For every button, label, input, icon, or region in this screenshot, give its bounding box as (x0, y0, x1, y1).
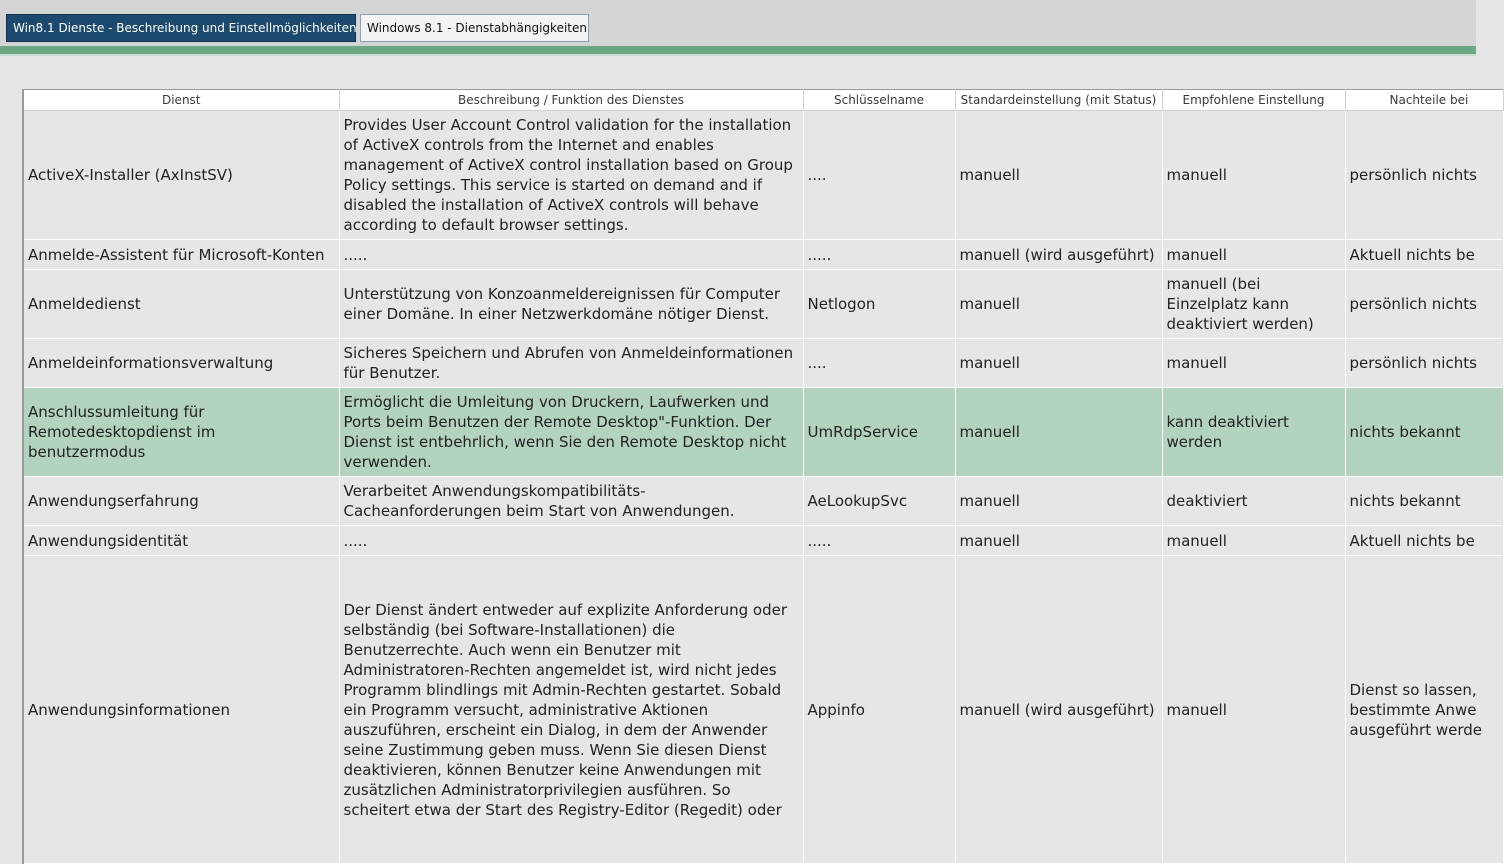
cell-standardeinstellung: manuell (955, 270, 1162, 339)
cell-beschreibung: ..... (339, 240, 803, 270)
cell-schluesselname: AeLookupSvc (803, 477, 955, 526)
cell-standardeinstellung: manuell (955, 111, 1162, 240)
cell-empfohlene-einstellung: manuell (bei Einzelplatz kann deaktiviert werden) (1162, 270, 1345, 339)
table-row[interactable] (23, 339, 1503, 388)
cell-nachteile: Aktuell nichts be (1345, 240, 1503, 270)
tab-bar (0, 0, 1476, 46)
table-row[interactable] (23, 477, 1503, 526)
cell-nachteile: Dienst so lassen, bestimmte Anwe ausgeführt werde (1345, 556, 1503, 864)
table-row[interactable] (23, 111, 1503, 240)
column-header-dienst[interactable]: Dienst (23, 90, 339, 111)
cell-beschreibung: Provides User Account Control validation for the installation of ActiveX controls from the Internet and enables management of ActiveX control installation based on Group Policy settings. This service is started on demand and if disabled the installation of ActiveX controls will behave according to default browser settings. (339, 111, 803, 240)
cell-nachteile: nichts bekannt (1345, 477, 1503, 526)
cell-beschreibung: Ermöglicht die Umleitung von Druckern, Laufwerken und Ports beim Benutzen der Remote Desktop"-Funktion. Der Dienst ist entbehrlich, wenn Sie den Remote Desktop nicht verwenden. (339, 388, 803, 477)
cell-beschreibung: Unterstützung von Konzoanmeldereignissen für Computer einer Domäne. In einer Netzwerkdomäne nötiger Dienst. (339, 270, 803, 339)
cell-schluesselname: Appinfo (803, 556, 955, 864)
cell-beschreibung: Der Dienst ändert entweder auf explizite Anforderung oder selbständig (bei Software-Installationen) die Benutzerrechte. Auch wenn ein Benutzer mit Administratoren-Rechten angemeldet ist, wird nicht jedes Programm blindlings mit Admin-Rechten gestartet. Sobald ein Programm versucht, administrative Aktionen auszuführen, erscheint ein Dialog, in dem der Anwender seine Zustimmung geben muss. Wenn Sie diesen Dienst deaktivieren, können Benutzer keine Anwendungen mit zusätzlichen Administratorprivilegien ausführen. So scheitert etwa der Start des Registry-Editor (Regedit) oder (339, 556, 803, 864)
cell-nachteile: Aktuell nichts be (1345, 526, 1503, 556)
table-row[interactable] (23, 556, 1503, 864)
cell-empfohlene-einstellung: manuell (1162, 526, 1345, 556)
cell-empfohlene-einstellung: manuell (1162, 111, 1345, 240)
cell-beschreibung: ..... (339, 526, 803, 556)
tab-dienste-beschreibung[interactable]: Win8.1 Dienste - Beschreibung und Einstellmöglichkeiten (6, 14, 356, 42)
column-header-nachteile[interactable]: Nachteile bei (1345, 90, 1503, 111)
cell-beschreibung: Sicheres Speichern und Abrufen von Anmeldeinformationen für Benutzer. (339, 339, 803, 388)
services-table (22, 89, 1504, 864)
cell-empfohlene-einstellung: manuell (1162, 556, 1345, 864)
cell-dienst: Anschlussumleitung für Remotedesktopdienst im benutzermodus (23, 388, 339, 477)
column-header-beschreibung[interactable]: Beschreibung / Funktion des Dienstes (339, 90, 803, 111)
cell-standardeinstellung: manuell (955, 526, 1162, 556)
table-row-selected[interactable] (23, 388, 1503, 477)
cell-dienst: Anmelde-Assistent für Microsoft-Konten (23, 240, 339, 270)
cell-nachteile: persönlich nichts (1345, 111, 1503, 240)
cell-empfohlene-einstellung: manuell (1162, 240, 1345, 270)
tab-underline-bar (0, 46, 1476, 54)
cell-dienst: ActiveX-Installer (AxInstSV) (23, 111, 339, 240)
table-row[interactable] (23, 526, 1503, 556)
cell-schluesselname: .... (803, 339, 955, 388)
cell-standardeinstellung: manuell (955, 339, 1162, 388)
cell-dienst: Anwendungsidentität (23, 526, 339, 556)
content-area[interactable] (0, 56, 1483, 819)
table-header-row (23, 90, 1503, 111)
cell-schluesselname: UmRdpService (803, 388, 955, 477)
cell-schluesselname: Netlogon (803, 270, 955, 339)
cell-empfohlene-einstellung: deaktiviert (1162, 477, 1345, 526)
cell-dienst: Anwendungsinformationen (23, 556, 339, 864)
cell-nachteile: persönlich nichts (1345, 270, 1503, 339)
cell-standardeinstellung: manuell (955, 388, 1162, 477)
table-row[interactable] (23, 270, 1503, 339)
cell-dienst: Anmeldeinformationsverwaltung (23, 339, 339, 388)
cell-dienst: Anwendungserfahrung (23, 477, 339, 526)
cell-nachteile: nichts bekannt (1345, 388, 1503, 477)
column-header-empfohlene-einstellung[interactable]: Empfohlene Einstellung (1162, 90, 1345, 111)
cell-standardeinstellung: manuell (wird ausgeführt) (955, 556, 1162, 864)
column-header-standardeinstellung[interactable]: Standardeinstellung (mit Status) (955, 90, 1162, 111)
table-row[interactable] (23, 240, 1503, 270)
cell-beschreibung: Verarbeitet Anwendungskompatibilitäts-Cacheanforderungen beim Start von Anwendungen. (339, 477, 803, 526)
tab-dienstabhaengigkeiten[interactable]: Windows 8.1 - Dienstabhängigkeiten (360, 14, 589, 42)
cell-empfohlene-einstellung: manuell (1162, 339, 1345, 388)
cell-schluesselname: ..... (803, 526, 955, 556)
cell-schluesselname: ..... (803, 240, 955, 270)
cell-standardeinstellung: manuell (wird ausgeführt) (955, 240, 1162, 270)
column-header-schluesselname[interactable]: Schlüsselname (803, 90, 955, 111)
cell-empfohlene-einstellung: kann deaktiviert werden (1162, 388, 1345, 477)
cell-dienst: Anmeldedienst (23, 270, 339, 339)
cell-nachteile: persönlich nichts (1345, 339, 1503, 388)
cell-standardeinstellung: manuell (955, 477, 1162, 526)
cell-schluesselname: .... (803, 111, 955, 240)
